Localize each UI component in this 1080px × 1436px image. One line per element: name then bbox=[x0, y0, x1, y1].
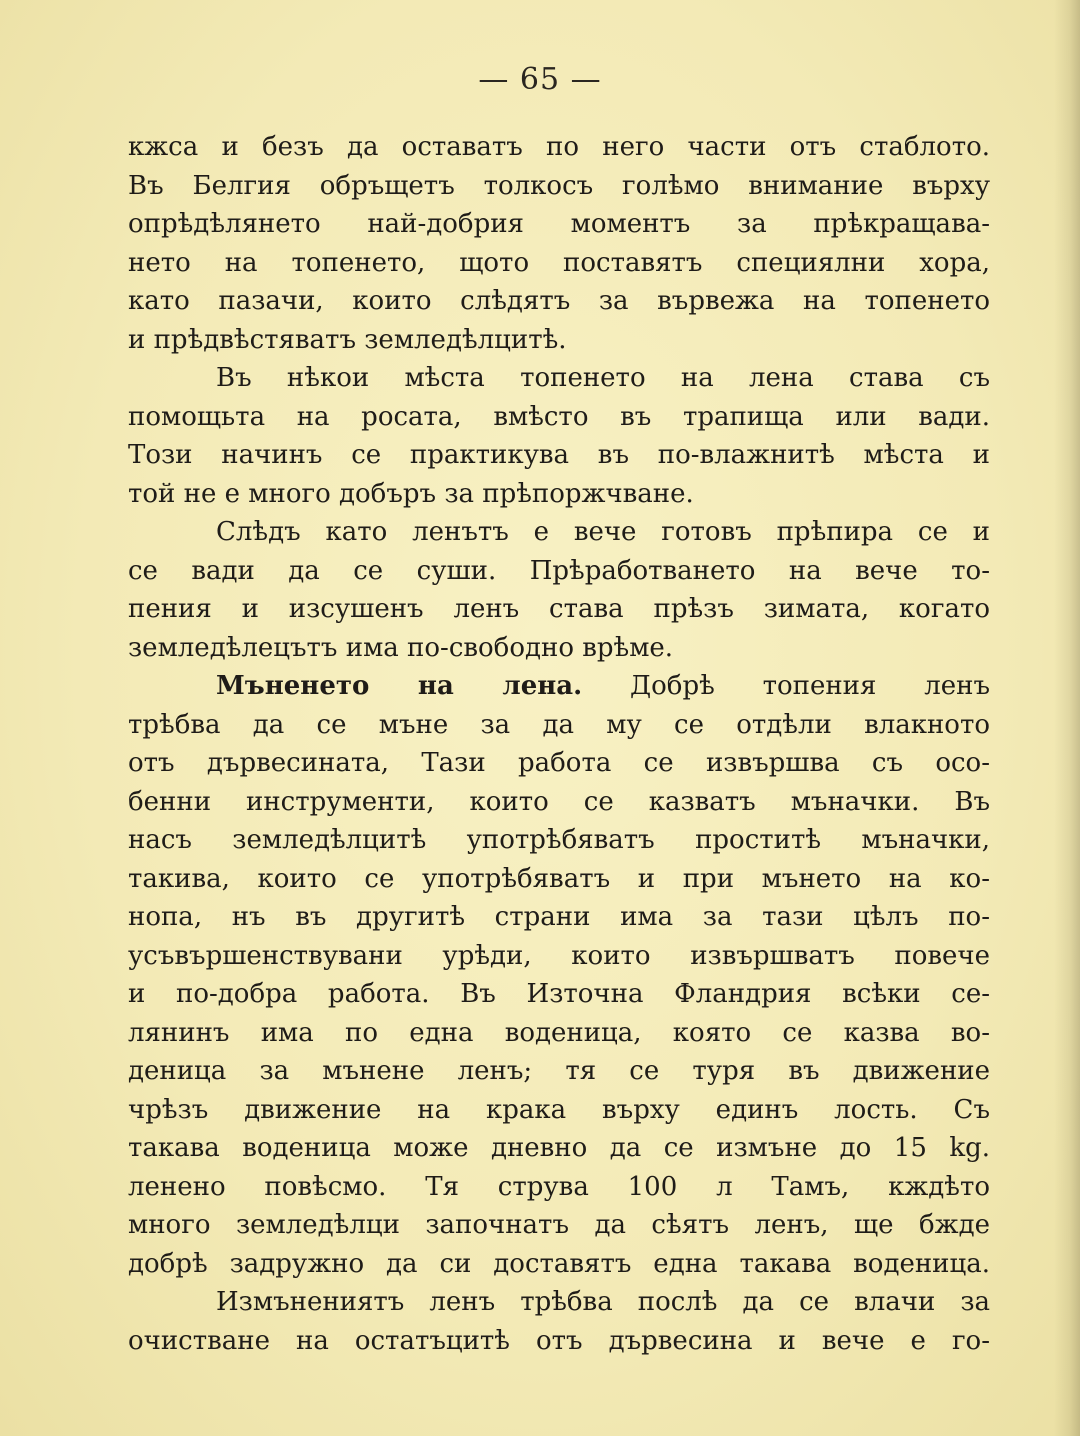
text-line: кжса и безъ да оставатъ по него части отъ стаблото. bbox=[128, 132, 990, 162]
body-text bbox=[128, 128, 990, 1360]
text-line: много земледѣлци започнатъ да сѣятъ ленъ, ще бжде bbox=[128, 1210, 990, 1240]
text-line: Слѣдъ като ленътъ е вече готовъ прѣпира се и bbox=[216, 517, 990, 547]
text-line: усъвършенствувани урѣди, които извършватъ повече bbox=[128, 940, 990, 971]
text-line: се вади да се суши. Прѣработването на вече то- bbox=[128, 555, 990, 586]
text-line: трѣбва да се мъне за да му се отдѣли влакното bbox=[128, 709, 990, 740]
text-line: ленено повѣсмо. Тя струва 100 л Тамъ, кждѣто bbox=[128, 1171, 990, 1202]
text-line: нопа, нъ въ другитѣ страни има за тази цѣлъ по- bbox=[128, 902, 990, 932]
page-number: — 65 — bbox=[478, 62, 602, 97]
section-heading: Мъненето на лена. bbox=[216, 671, 583, 701]
text-line: той не е много добъръ за прѣпоржчване. bbox=[128, 478, 694, 509]
text-line-content: Добрѣ топения ленъ bbox=[582, 671, 990, 701]
text-line: опрѣдѣлянето най-добрия моментъ за прѣкращава- bbox=[128, 209, 990, 239]
text-line: Измънениятъ ленъ трѣбва послѣ да се влачи за bbox=[216, 1287, 990, 1317]
text-line: пения и изсушенъ ленъ става прѣзъ зимата, когато bbox=[128, 594, 990, 624]
text-line: очистване на остатъцитѣ отъ дървесина и вече е го- bbox=[128, 1325, 990, 1356]
text-line: земледѣлецътъ има по-свободно врѣме. bbox=[128, 632, 674, 663]
text-line: Въ нѣкои мѣста топенето на лена става съ bbox=[216, 363, 990, 393]
text-line: нето на топенето, щото поставятъ специялни хора, bbox=[128, 247, 990, 278]
text-line: чрѣзъ движение на крака върху единъ лость. Съ bbox=[128, 1094, 990, 1125]
text-line: насъ земледѣлцитѣ употрѣбяватъ проститѣ мъначки, bbox=[128, 825, 990, 855]
text-line: и по-добра работа. Въ Източна Фландрия всѣки се- bbox=[128, 979, 990, 1009]
text-line: лянинъ има по една воденица, която се казва во- bbox=[128, 1017, 990, 1048]
text-line: бенни инструменти, които се казватъ мъначки. Въ bbox=[128, 786, 990, 817]
text-line: и прѣдвѣстяватъ земледѣлцитѣ. bbox=[128, 324, 567, 355]
text-line: помощьта на росата, вмѣсто въ трапища или вади. bbox=[128, 401, 990, 432]
text-line: деница за мънене ленъ; тя се туря въ движение bbox=[128, 1056, 990, 1086]
page-edge-shadow bbox=[1054, 0, 1080, 1436]
text-line: такива, които се употрѣбяватъ и при мънето на ко- bbox=[128, 863, 990, 894]
text-line: Този начинъ се практикува въ по-влажнитѣ мѣста и bbox=[128, 440, 990, 470]
text-line: отъ дървесината, Тази работа се извършва съ осо- bbox=[128, 748, 990, 778]
text-line: такава воденица може дневно да се измъне до 15 kg. bbox=[128, 1133, 990, 1163]
text-line: Въ Белгия обръщетъ толкосъ голѣмо внимание върху bbox=[128, 170, 990, 201]
text-line bbox=[128, 667, 990, 706]
text-line: като пазачи, които слѣдятъ за вървежа на топенето bbox=[128, 286, 990, 316]
text-line: добрѣ задружно да си доставятъ една такава воденица. bbox=[128, 1248, 990, 1279]
